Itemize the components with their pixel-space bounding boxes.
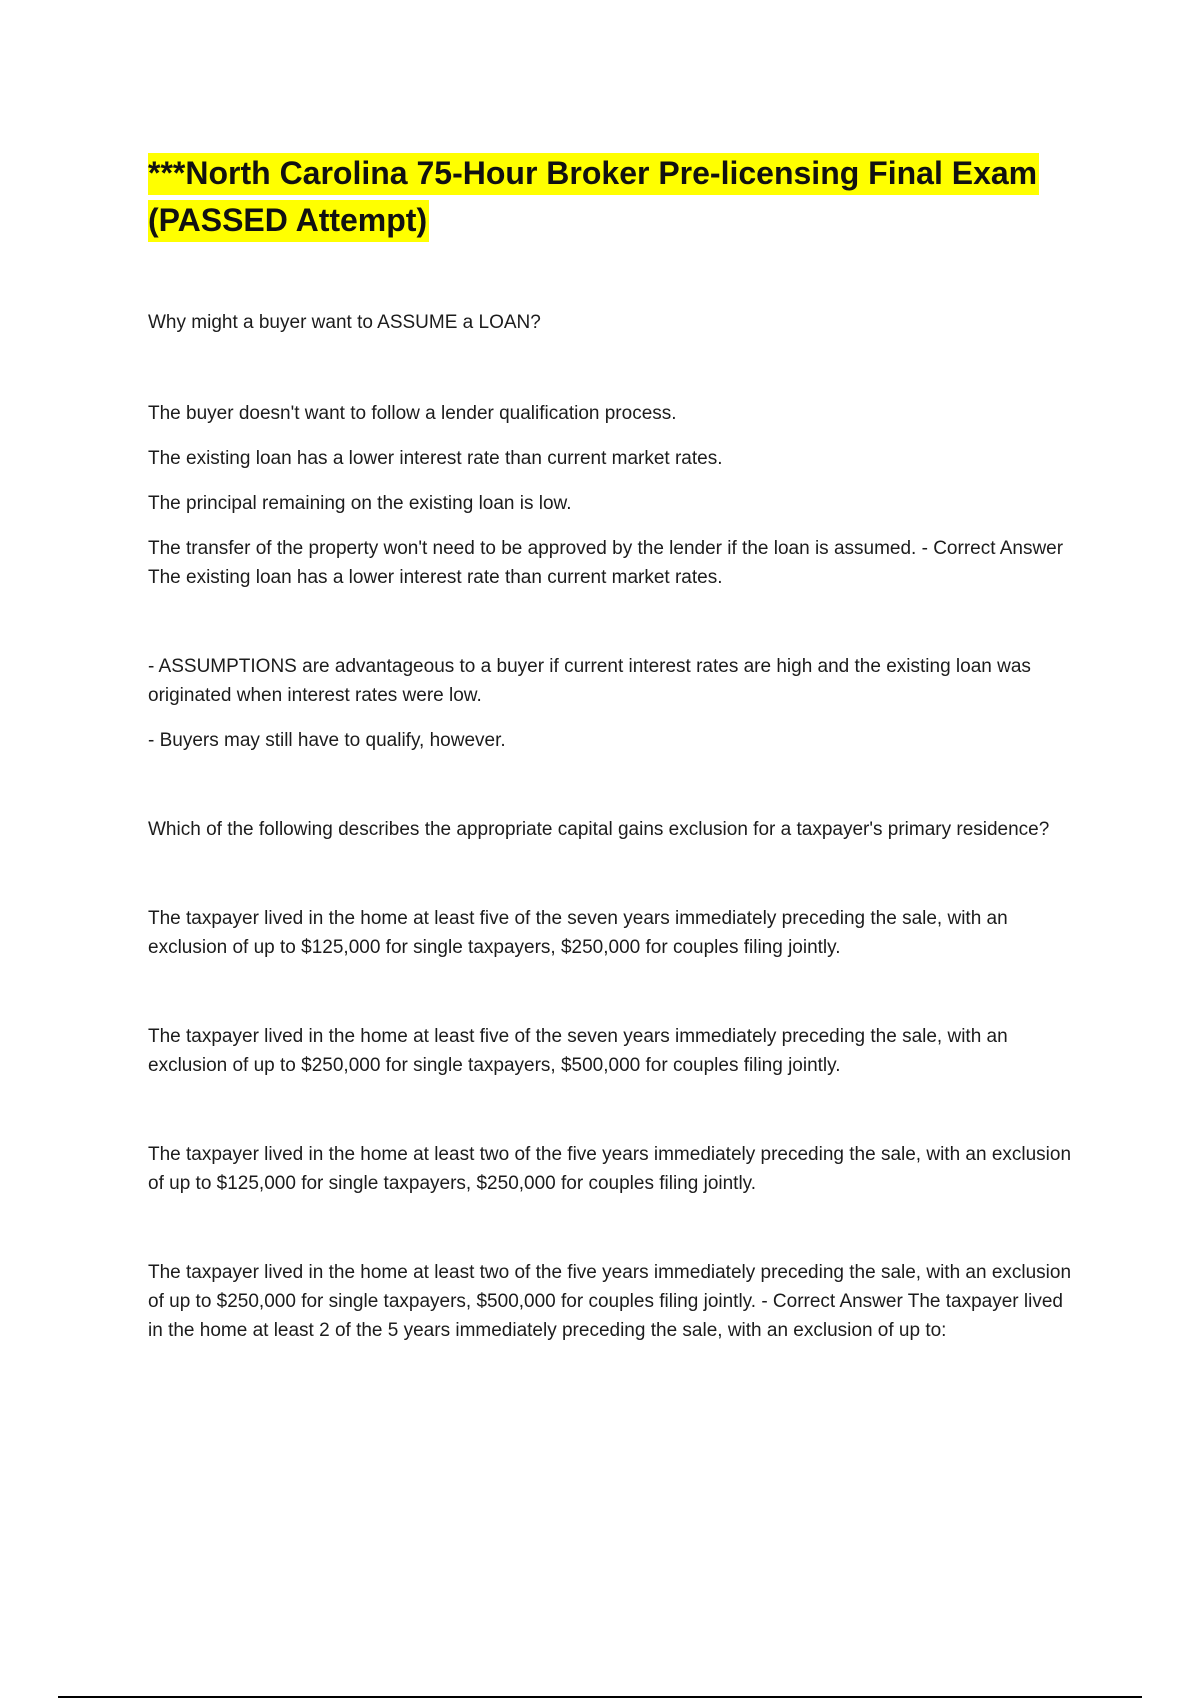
document-title [148, 150, 1078, 244]
document-body [148, 150, 1078, 1345]
question-1-option-3: The principal remaining on the existing loan is low. [148, 493, 572, 514]
question-2-option-4-with-answer: The taxpayer lived in the home at least two of the five years immediately preceding the sale, with an exclusion of up to $250,000 for single taxpayers, $500,000 for couples filing jointly. - Correct Answer The taxpayer lived in the home at least 2 of the 5 years immediately preceding the sale, with an exclusion of up to: [148, 1262, 1072, 1341]
question-1-option-4-with-answer: The transfer of the property won't need to be approved by the lender if the loan is assumed. - Correct Answer The existing loan has a lower interest rate than current market rates. [148, 538, 1064, 588]
question-1-option-1: The buyer doesn't want to follow a lender qualification process. [148, 403, 677, 424]
question-2-option-3: The taxpayer lived in the home at least two of the five years immediately preceding the sale, with an exclusion of up to $125,000 for single taxpayers, $250,000 for couples filing jointly. [148, 1144, 1072, 1194]
title-highlight: ***North Carolina 75-Hour Broker Pre-licensing Final Exam (PASSED Attempt) [148, 153, 1039, 242]
question-2-option-2: The taxpayer lived in the home at least five of the seven years immediately preceding the sale, with an exclusion of up to $250,000 for single taxpayers, $500,000 for couples filing jointly. [148, 1026, 1008, 1076]
question-1-option-2: The existing loan has a lower interest rate than current market rates. [148, 448, 723, 469]
question-1-explanation-2: - Buyers may still have to qualify, however. [148, 730, 506, 751]
question-1-text: Why might a buyer want to ASSUME a LOAN? [148, 312, 541, 333]
question-1-explanation-1: - ASSUMPTIONS are advantageous to a buyer if current interest rates are high and the existing loan was originated when interest rates were low. [148, 656, 1031, 706]
question-2-option-1: The taxpayer lived in the home at least five of the seven years immediately preceding the sale, with an exclusion of up to $125,000 for single taxpayers, $250,000 for couples filing jointly. [148, 908, 1008, 958]
question-2-text: Which of the following describes the appropriate capital gains exclusion for a taxpayer's primary residence? [148, 819, 1050, 840]
page-bottom-rule [58, 1696, 1142, 1698]
